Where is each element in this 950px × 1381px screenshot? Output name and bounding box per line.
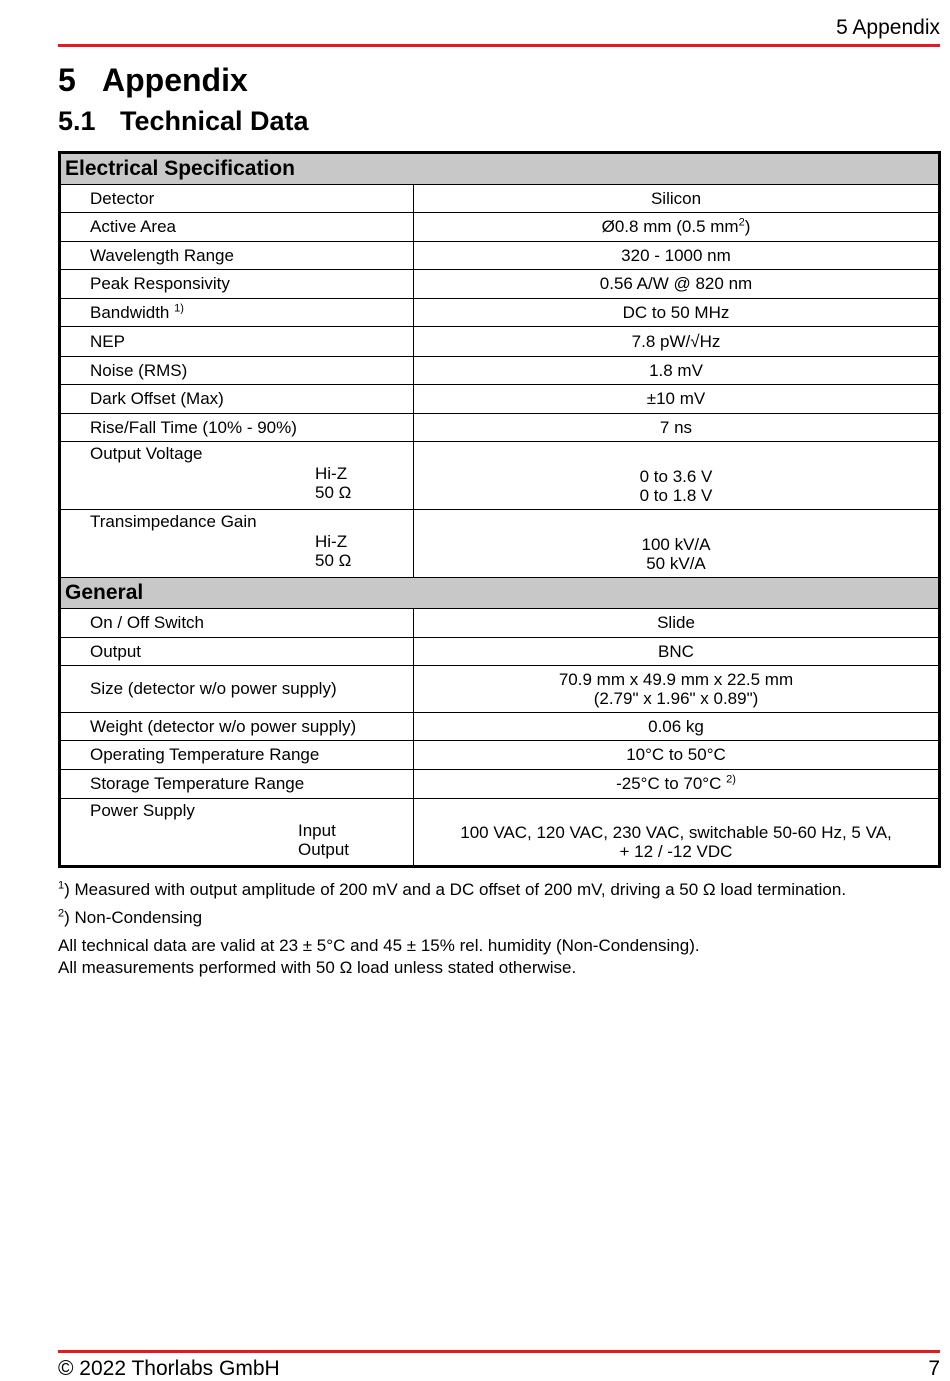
load-note: All measurements performed with 50 Ω load unless stated otherwise.: [58, 958, 577, 977]
row-value: 320 - 1000 nm: [414, 242, 940, 270]
label-text: Power Supply: [90, 801, 195, 820]
row-value: [414, 213, 940, 242]
table-row: [60, 185, 940, 213]
value-line: 100 VAC, 120 VAC, 230 VAC, switchable 50-60 Hz, 5 VA,: [460, 823, 892, 842]
row-value: [414, 666, 940, 713]
chapter-heading: [58, 62, 248, 99]
footnote-text: ) Measured with output amplitude of 200 mV and a DC offset of 200 mV, driving a 50 Ω load termination.: [64, 880, 847, 899]
row-value: 7 ns: [414, 414, 940, 442]
row-value: 10°C to 50°C: [414, 741, 940, 770]
table-row: [60, 242, 940, 270]
table-row: [60, 713, 940, 741]
value-line: 0 to 1.8 V: [639, 486, 713, 505]
section-label-general: General: [60, 578, 940, 609]
section-label-electrical: Electrical Specification: [60, 153, 940, 185]
row-label: Operating Temperature Range: [60, 741, 414, 770]
row-label: Storage Temperature Range: [60, 770, 414, 799]
technical-data-table: [58, 151, 941, 868]
value-main: Ø0.8 mm (0.5 mm: [601, 217, 739, 236]
footer-copyright: © 2022 Thorlabs GmbH: [58, 1357, 280, 1380]
table-row: [60, 741, 940, 770]
value-line: 50 kV/A: [646, 554, 706, 573]
chapter-title: Appendix: [102, 62, 248, 98]
row-value: 0.56 A/W @ 820 nm: [414, 270, 940, 299]
header-rule: [58, 44, 940, 47]
sub-label: Hi-Z: [315, 532, 348, 551]
label-text: Output Voltage: [90, 444, 203, 463]
sub-label: 50 Ω: [315, 551, 352, 570]
value-line: 0 to 3.6 V: [639, 467, 713, 486]
footnote-1: [58, 879, 846, 901]
row-value: Silicon: [414, 185, 940, 213]
section-heading: [58, 106, 309, 137]
row-label: Active Area: [60, 213, 414, 242]
table-row: [60, 213, 940, 242]
row-label: Output: [60, 638, 414, 666]
row-label: Wavelength Range: [60, 242, 414, 270]
footer-page-number: 7: [928, 1357, 940, 1380]
table-row: [60, 270, 940, 299]
row-label: NEP: [60, 327, 414, 357]
value-close: ): [744, 217, 751, 236]
table-row: [60, 666, 940, 713]
validity-note: All technical data are valid at 23 ± 5°C and 45 ± 15% rel. humidity (Non-Condensing).: [58, 936, 700, 955]
table-row: [60, 442, 940, 510]
row-value: Slide: [414, 609, 940, 638]
chapter-number: 5: [58, 62, 76, 98]
footnote-2: [58, 907, 846, 929]
row-label: Dark Offset (Max): [60, 385, 414, 414]
row-value: [414, 770, 940, 799]
label-text: Transimpedance Gain: [90, 512, 257, 531]
row-label: Peak Responsivity: [60, 270, 414, 299]
table-row: [60, 770, 940, 799]
sub-label: Input: [298, 821, 336, 840]
footnote-marker: 1): [174, 301, 184, 314]
footnote-number: 1: [58, 879, 65, 892]
sub-label: 50 Ω: [315, 483, 352, 502]
table-row: [60, 327, 940, 357]
table-row: [60, 414, 940, 442]
footnote-marker: 2): [726, 773, 736, 786]
row-value: 7.8 pW/√Hz: [414, 327, 940, 357]
row-label: [60, 510, 414, 578]
row-label: Weight (detector w/o power supply): [60, 713, 414, 741]
table-row: [60, 638, 940, 666]
value-superscript: 2: [738, 216, 745, 229]
section-number: 5.1: [58, 106, 96, 136]
footer-rule: [58, 1350, 940, 1353]
section-title: Technical Data: [120, 106, 309, 136]
footnotes: [58, 879, 846, 979]
running-header: 5 Appendix: [836, 16, 940, 39]
table-row: [60, 299, 940, 327]
row-label: On / Off Switch: [60, 609, 414, 638]
section-row-general: [60, 578, 940, 609]
value-line: (2.79" x 1.96" x 0.89"): [593, 689, 759, 708]
row-label: Noise (RMS): [60, 357, 414, 385]
value-line: 70.9 mm x 49.9 mm x 22.5 mm: [558, 670, 794, 689]
row-label: [60, 299, 414, 327]
table-row: [60, 385, 940, 414]
row-value: 0.06 kg: [414, 713, 940, 741]
footnote-number: 2: [58, 907, 65, 920]
row-value: [414, 442, 940, 510]
value-line: 100 kV/A: [641, 535, 711, 554]
row-value: 1.8 mV: [414, 357, 940, 385]
row-value: ±10 mV: [414, 385, 940, 414]
value-main: -25°C to 70°C: [616, 774, 722, 793]
section-row-electrical: [60, 153, 940, 185]
row-label: Size (detector w/o power supply): [60, 666, 414, 713]
table-row: [60, 510, 940, 578]
row-value: BNC: [414, 638, 940, 666]
row-label: Rise/Fall Time (10% - 90%): [60, 414, 414, 442]
sub-label: Hi-Z: [315, 464, 348, 483]
row-value: [414, 799, 940, 867]
footnote-text: ) Non-Condensing: [64, 908, 203, 927]
row-label: Detector: [60, 185, 414, 213]
table-row: [60, 609, 940, 638]
sub-label: Output: [298, 840, 350, 859]
table-row: [60, 357, 940, 385]
table-row: [60, 799, 940, 867]
label-text: Bandwidth: [90, 302, 170, 322]
row-label: [60, 442, 414, 510]
row-value: DC to 50 MHz: [414, 299, 940, 327]
row-value: [414, 510, 940, 578]
row-label: [60, 799, 414, 867]
value-line: + 12 / -12 VDC: [619, 842, 733, 861]
